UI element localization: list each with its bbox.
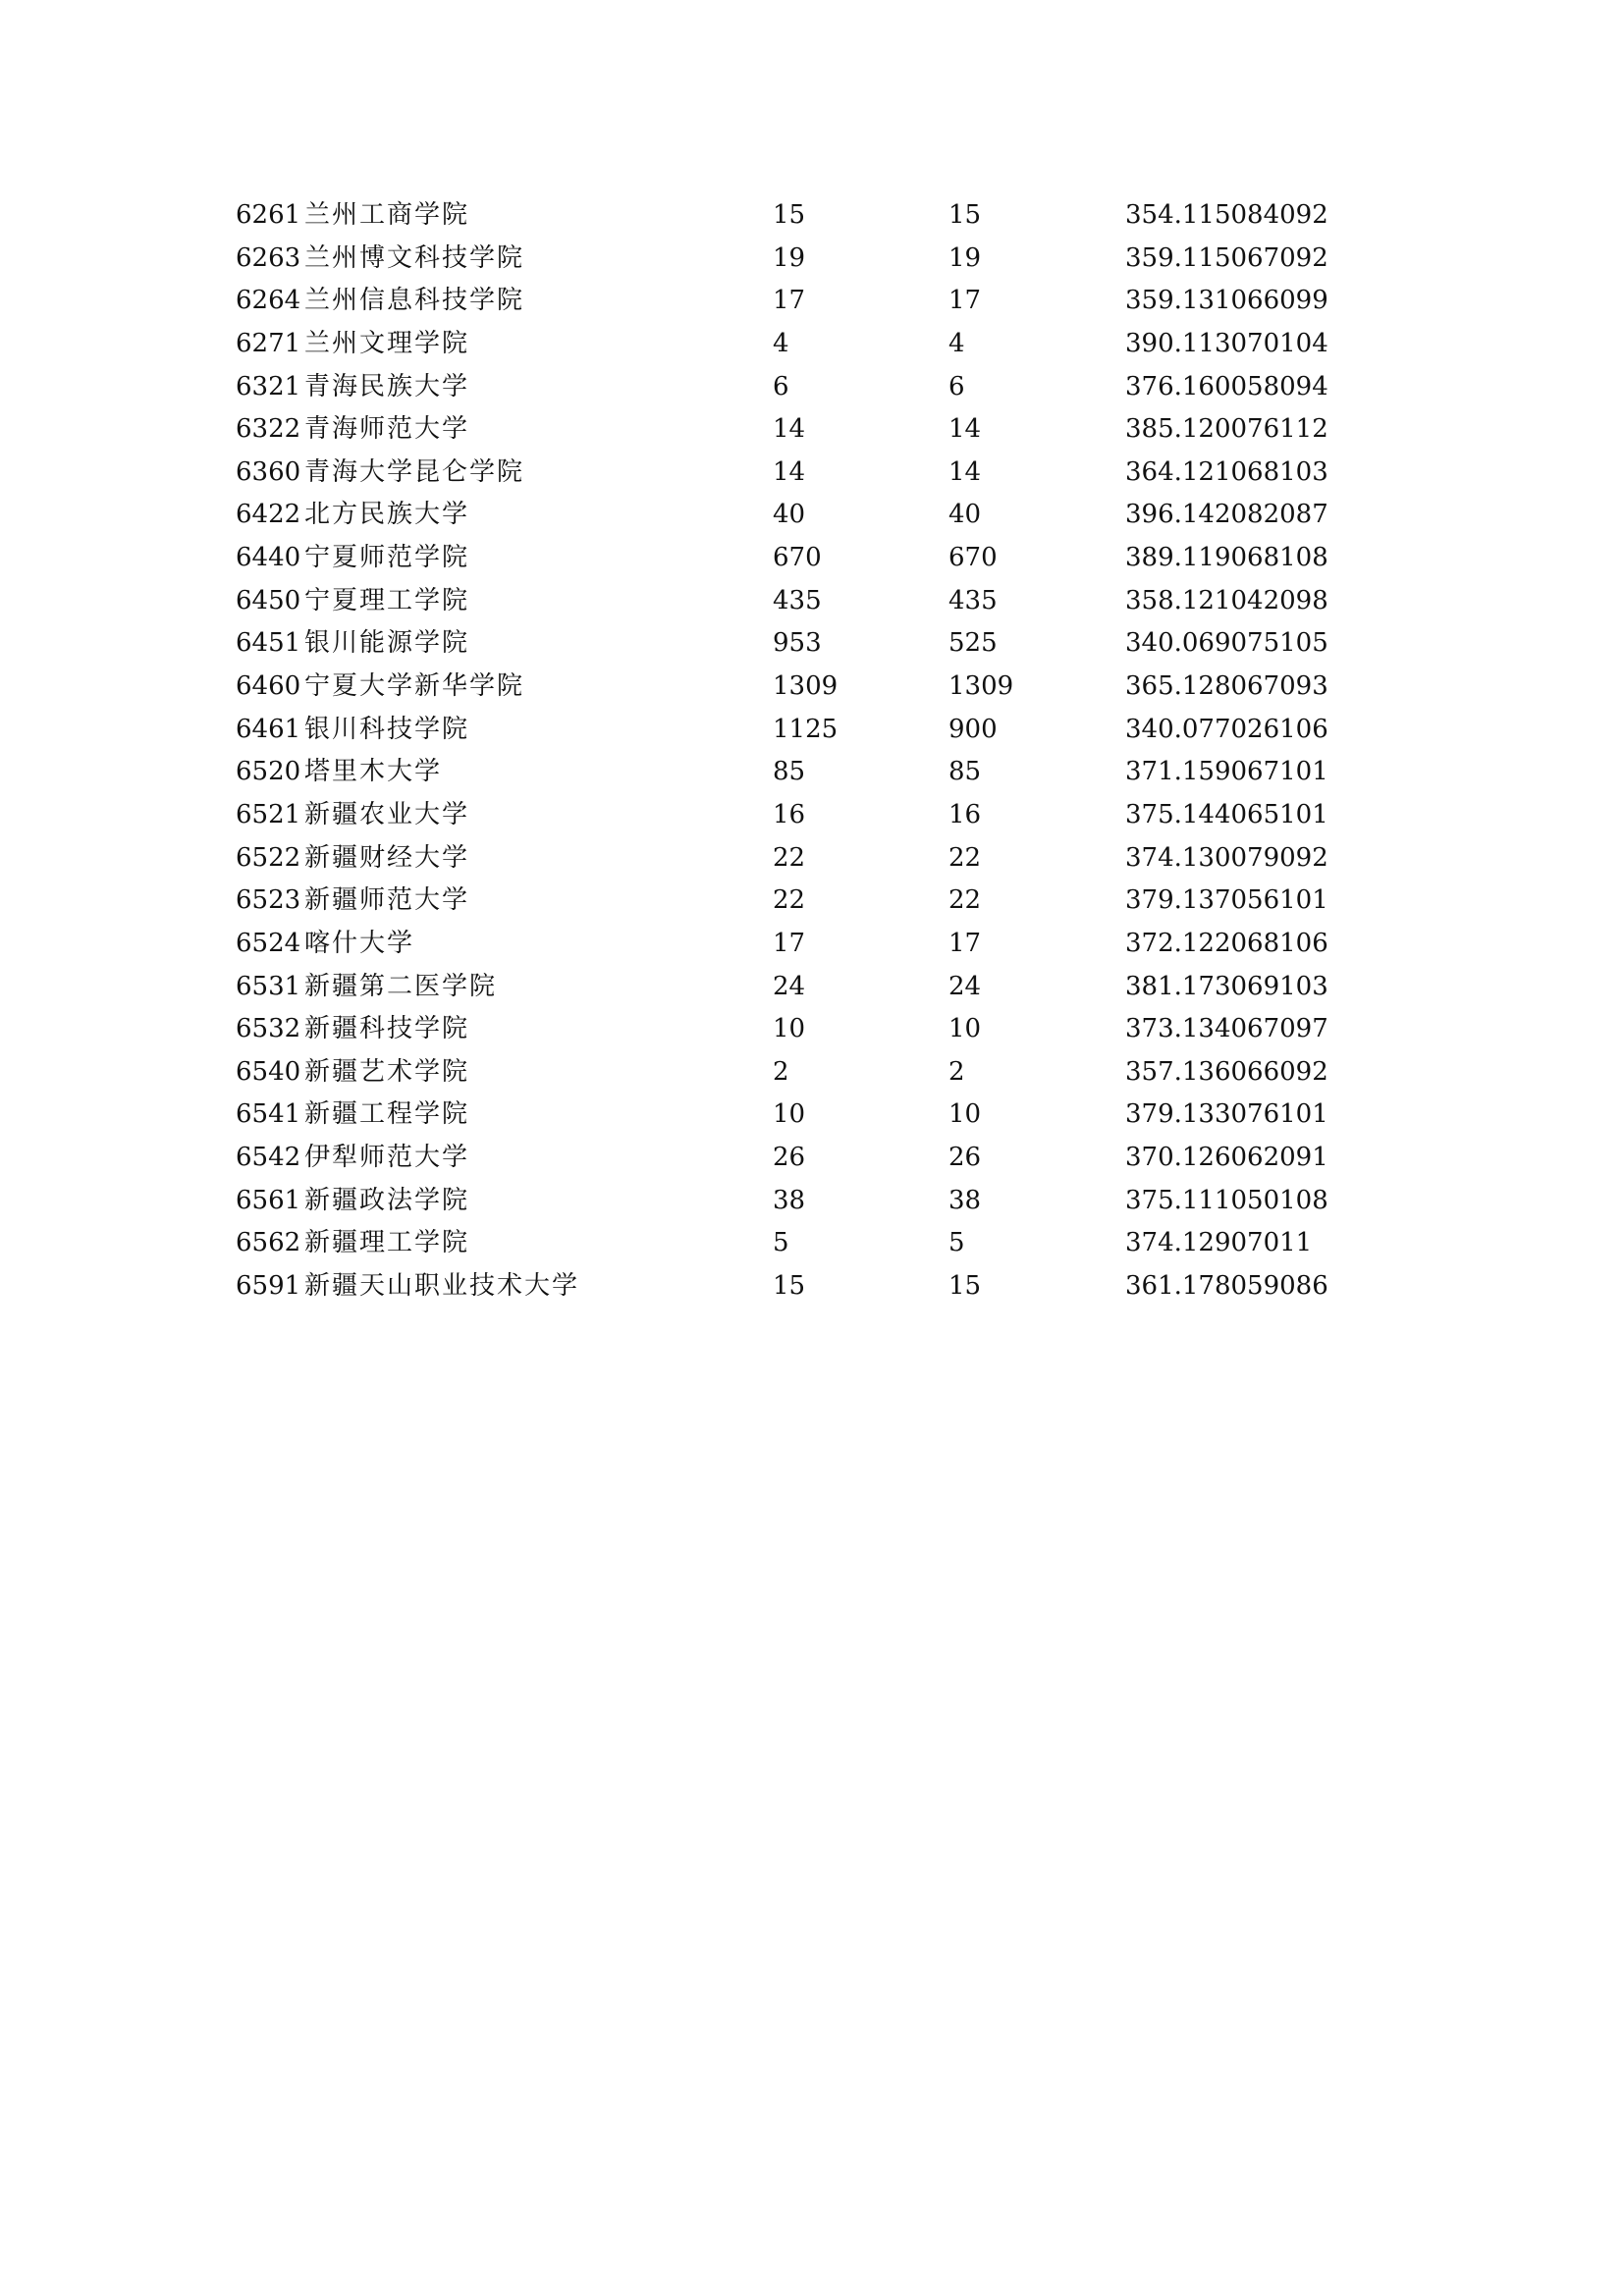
min-score: 364.121068103 bbox=[1125, 456, 1328, 487]
admit-count: 15 bbox=[948, 1271, 982, 1302]
school-name: 塔里木大学 bbox=[304, 757, 443, 787]
school-name: 青海师范大学 bbox=[304, 414, 470, 445]
table-row bbox=[236, 194, 1335, 238]
admit-count: 26 bbox=[948, 1143, 982, 1173]
min-score: 374.130079092 bbox=[1125, 842, 1328, 873]
school-name: 兰州文理学院 bbox=[304, 328, 470, 358]
min-score: 357.136066092 bbox=[1125, 1056, 1328, 1087]
min-score: 375.144065101 bbox=[1125, 799, 1328, 829]
admit-count: 22 bbox=[948, 885, 982, 916]
table-row bbox=[236, 622, 1335, 666]
min-score: 340.069075105 bbox=[1125, 628, 1328, 659]
table-row bbox=[236, 408, 1335, 452]
admission-score-table bbox=[236, 194, 1335, 1308]
min-score: 354.115084092 bbox=[1125, 200, 1328, 230]
table-row bbox=[236, 452, 1335, 495]
plan-count: 38 bbox=[773, 1185, 806, 1215]
min-score: 390.113070104 bbox=[1125, 328, 1328, 358]
table-row bbox=[236, 1180, 1335, 1223]
school-code: 6451 bbox=[236, 628, 301, 659]
admit-count: 16 bbox=[948, 799, 982, 829]
school-name: 青海大学昆仑学院 bbox=[304, 456, 525, 487]
admit-count: 435 bbox=[948, 585, 998, 615]
plan-count: 17 bbox=[773, 286, 806, 316]
table-row bbox=[236, 1094, 1335, 1137]
plan-count: 40 bbox=[773, 500, 806, 530]
plan-count: 85 bbox=[773, 757, 806, 787]
admit-count: 4 bbox=[948, 328, 965, 358]
table-row bbox=[236, 709, 1335, 752]
admit-count: 900 bbox=[948, 714, 998, 744]
table-row bbox=[236, 238, 1335, 281]
min-score: 370.126062091 bbox=[1125, 1143, 1328, 1173]
school-code: 6524 bbox=[236, 928, 301, 958]
admit-count: 1309 bbox=[948, 671, 1014, 702]
school-name: 新疆财经大学 bbox=[304, 842, 470, 873]
school-code: 6561 bbox=[236, 1185, 301, 1215]
school-name: 北方民族大学 bbox=[304, 500, 470, 530]
school-code: 6541 bbox=[236, 1099, 301, 1130]
school-code: 6461 bbox=[236, 714, 301, 744]
admit-count: 14 bbox=[948, 456, 982, 487]
school-name: 兰州博文科技学院 bbox=[304, 242, 525, 273]
school-code: 6263 bbox=[236, 242, 301, 273]
school-code: 6542 bbox=[236, 1143, 301, 1173]
min-score: 396.142082087 bbox=[1125, 500, 1328, 530]
school-code: 6532 bbox=[236, 1014, 301, 1044]
school-code: 6450 bbox=[236, 585, 301, 615]
min-score: 373.134067097 bbox=[1125, 1014, 1328, 1044]
school-name: 新疆理工学院 bbox=[304, 1228, 470, 1258]
plan-count: 435 bbox=[773, 585, 822, 615]
min-score: 374.12907011 bbox=[1125, 1228, 1313, 1258]
min-score: 359.131066099 bbox=[1125, 286, 1328, 316]
school-name: 新疆师范大学 bbox=[304, 885, 470, 916]
table-row bbox=[236, 537, 1335, 580]
school-code: 6591 bbox=[236, 1271, 301, 1302]
table-row bbox=[236, 1265, 1335, 1308]
school-name: 新疆工程学院 bbox=[304, 1099, 470, 1130]
school-code: 6540 bbox=[236, 1056, 301, 1087]
school-name: 新疆农业大学 bbox=[304, 799, 470, 829]
admit-count: 38 bbox=[948, 1185, 982, 1215]
table-row bbox=[236, 280, 1335, 323]
plan-count: 670 bbox=[773, 543, 822, 573]
plan-count: 15 bbox=[773, 200, 806, 230]
plan-count: 22 bbox=[773, 885, 806, 916]
plan-count: 1125 bbox=[773, 714, 839, 744]
school-code: 6264 bbox=[236, 286, 301, 316]
min-score: 379.137056101 bbox=[1125, 885, 1328, 916]
table-row bbox=[236, 1222, 1335, 1265]
plan-count: 17 bbox=[773, 928, 806, 958]
min-score: 385.120076112 bbox=[1125, 414, 1328, 445]
school-code: 6562 bbox=[236, 1228, 301, 1258]
school-name: 兰州工商学院 bbox=[304, 200, 470, 230]
school-name: 青海民族大学 bbox=[304, 371, 470, 401]
table-row bbox=[236, 366, 1335, 409]
admit-count: 17 bbox=[948, 928, 982, 958]
school-name: 伊犁师范大学 bbox=[304, 1143, 470, 1173]
table-row bbox=[236, 494, 1335, 537]
school-code: 6261 bbox=[236, 200, 301, 230]
school-code: 6521 bbox=[236, 799, 301, 829]
table-row bbox=[236, 323, 1335, 366]
admit-count: 6 bbox=[948, 371, 965, 401]
admit-count: 85 bbox=[948, 757, 982, 787]
admit-count: 40 bbox=[948, 500, 982, 530]
min-score: 340.077026106 bbox=[1125, 714, 1328, 744]
table-row bbox=[236, 794, 1335, 837]
plan-count: 1309 bbox=[773, 671, 839, 702]
admit-count: 525 bbox=[948, 628, 998, 659]
admit-count: 14 bbox=[948, 414, 982, 445]
plan-count: 10 bbox=[773, 1099, 806, 1130]
plan-count: 2 bbox=[773, 1056, 789, 1087]
admit-count: 10 bbox=[948, 1099, 982, 1130]
min-score: 359.115067092 bbox=[1125, 242, 1328, 273]
plan-count: 15 bbox=[773, 1271, 806, 1302]
admit-count: 19 bbox=[948, 242, 982, 273]
school-name: 宁夏理工学院 bbox=[304, 585, 470, 615]
table-row bbox=[236, 837, 1335, 881]
admit-count: 2 bbox=[948, 1056, 965, 1087]
school-name: 新疆政法学院 bbox=[304, 1185, 470, 1215]
school-code: 6422 bbox=[236, 500, 301, 530]
admit-count: 5 bbox=[948, 1228, 965, 1258]
school-code: 6321 bbox=[236, 371, 301, 401]
admit-count: 15 bbox=[948, 200, 982, 230]
min-score: 358.121042098 bbox=[1125, 585, 1328, 615]
min-score: 379.133076101 bbox=[1125, 1099, 1328, 1130]
table-row bbox=[236, 1008, 1335, 1051]
school-name: 宁夏大学新华学院 bbox=[304, 671, 525, 702]
table-row bbox=[236, 580, 1335, 623]
table-row bbox=[236, 923, 1335, 966]
plan-count: 953 bbox=[773, 628, 822, 659]
school-name: 新疆第二医学院 bbox=[304, 971, 498, 1001]
table-row bbox=[236, 751, 1335, 794]
school-name: 新疆科技学院 bbox=[304, 1014, 470, 1044]
school-name: 宁夏师范学院 bbox=[304, 543, 470, 573]
min-score: 371.159067101 bbox=[1125, 757, 1328, 787]
table-row bbox=[236, 880, 1335, 923]
school-name: 新疆艺术学院 bbox=[304, 1056, 470, 1087]
min-score: 365.128067093 bbox=[1125, 671, 1328, 702]
min-score: 372.122068106 bbox=[1125, 928, 1328, 958]
school-code: 6322 bbox=[236, 414, 301, 445]
plan-count: 24 bbox=[773, 971, 806, 1001]
admit-count: 670 bbox=[948, 543, 998, 573]
plan-count: 22 bbox=[773, 842, 806, 873]
school-name: 喀什大学 bbox=[304, 928, 415, 958]
plan-count: 14 bbox=[773, 456, 806, 487]
plan-count: 6 bbox=[773, 371, 789, 401]
table-row bbox=[236, 666, 1335, 709]
admit-count: 22 bbox=[948, 842, 982, 873]
school-code: 6271 bbox=[236, 328, 301, 358]
table-row bbox=[236, 1051, 1335, 1095]
plan-count: 26 bbox=[773, 1143, 806, 1173]
school-name: 新疆天山职业技术大学 bbox=[304, 1271, 580, 1302]
school-code: 6440 bbox=[236, 543, 301, 573]
school-name: 兰州信息科技学院 bbox=[304, 286, 525, 316]
min-score: 376.160058094 bbox=[1125, 371, 1328, 401]
admit-count: 17 bbox=[948, 286, 982, 316]
plan-count: 16 bbox=[773, 799, 806, 829]
admit-count: 24 bbox=[948, 971, 982, 1001]
plan-count: 5 bbox=[773, 1228, 789, 1258]
table-row bbox=[236, 966, 1335, 1009]
school-name: 银川科技学院 bbox=[304, 714, 470, 744]
plan-count: 10 bbox=[773, 1014, 806, 1044]
plan-count: 19 bbox=[773, 242, 806, 273]
plan-count: 14 bbox=[773, 414, 806, 445]
school-name: 银川能源学院 bbox=[304, 628, 470, 659]
min-score: 361.178059086 bbox=[1125, 1271, 1328, 1302]
school-code: 6520 bbox=[236, 757, 301, 787]
admit-count: 10 bbox=[948, 1014, 982, 1044]
school-code: 6360 bbox=[236, 456, 301, 487]
min-score: 389.119068108 bbox=[1125, 543, 1328, 573]
school-code: 6460 bbox=[236, 671, 301, 702]
plan-count: 4 bbox=[773, 328, 789, 358]
min-score: 375.111050108 bbox=[1125, 1185, 1328, 1215]
school-code: 6531 bbox=[236, 971, 301, 1001]
min-score: 381.173069103 bbox=[1125, 971, 1328, 1001]
school-code: 6523 bbox=[236, 885, 301, 916]
school-code: 6522 bbox=[236, 842, 301, 873]
table-row bbox=[236, 1137, 1335, 1180]
